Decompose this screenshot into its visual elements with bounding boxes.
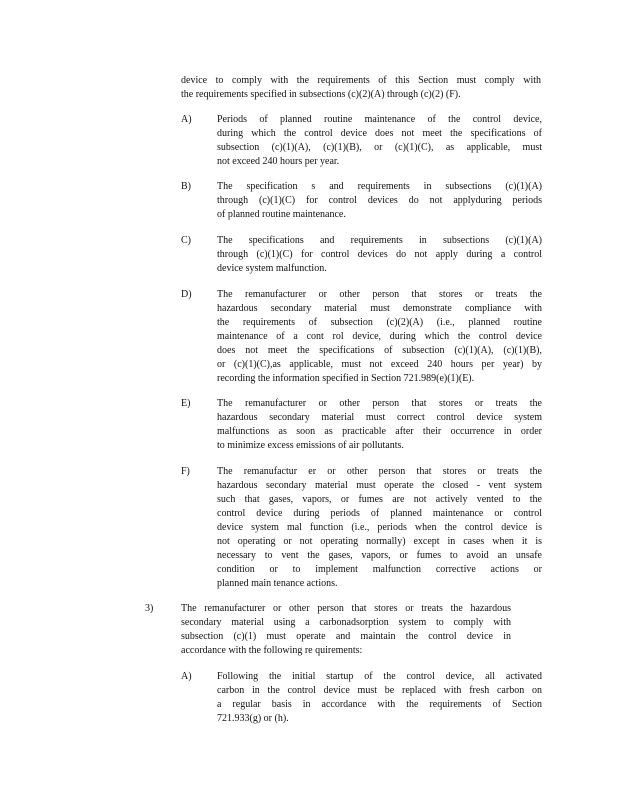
list-item-body bbox=[217, 397, 542, 453]
text-line: subsection (c)(1)(A), (c)(1)(B), or (c)(1)(C), as applicable, must bbox=[217, 142, 542, 153]
text-line: hazardous secondary material must correct control device system bbox=[217, 412, 542, 423]
list-marker: C) bbox=[181, 235, 191, 246]
list-marker: A) bbox=[181, 114, 192, 125]
text-line: 721.933(g) or (h). bbox=[217, 713, 289, 724]
list-item-e bbox=[181, 397, 581, 453]
text-line: control device during periods of planned maintenance or control bbox=[217, 508, 542, 519]
text-line: secondary material using a carbonadsorption system to comply with bbox=[181, 617, 511, 628]
text-line: not operating or not operating normally) except in cases when it is bbox=[217, 536, 542, 547]
text-line: Periods of planned routine maintenance of the control device, bbox=[217, 114, 542, 125]
text-line: The remanufacturer or other person that stores or treats the hazardous bbox=[181, 603, 511, 614]
text-line: a regular basis in accordance with the requirements of Section bbox=[217, 699, 542, 710]
intro-paragraph bbox=[181, 74, 541, 102]
list-item-body bbox=[217, 180, 542, 222]
list-marker: E) bbox=[181, 398, 191, 409]
list-item-f bbox=[181, 465, 581, 591]
text-line: device to comply with the requirements of this Section must comply with bbox=[181, 75, 541, 86]
list-item-body bbox=[217, 234, 542, 276]
text-line: hazardous secondary material must demonstrate compliance with bbox=[217, 303, 542, 314]
list-item-a bbox=[181, 113, 581, 169]
text-line: not exceed 240 hours per year. bbox=[217, 156, 340, 167]
text-line: malfunctions as soon as practicable after their occurrence in order bbox=[217, 426, 542, 437]
text-line: The remanufacturer or other person that stores or treats the bbox=[217, 398, 542, 409]
text-line: or (c)(1)(C),as applicable, must not exceed 240 hours per year) by bbox=[217, 359, 542, 370]
text-line: the requirements of subsection (c)(2)(A) (i.e., planned routine bbox=[217, 317, 542, 328]
text-line: The specification s and requirements in subsections (c)(1)(A) bbox=[217, 181, 542, 192]
text-line: The specifications and requirements in subsections (c)(1)(A) bbox=[217, 235, 542, 246]
text-line: Following the initial startup of the control device, all activated bbox=[217, 671, 542, 682]
list-item-c bbox=[181, 234, 581, 276]
list-marker: A) bbox=[181, 671, 192, 682]
list-marker: D) bbox=[181, 289, 192, 300]
text-line: through (c)(1)(C) for control devices do not apply during a control bbox=[217, 249, 542, 260]
text-line: accordance with the following re quirements: bbox=[181, 645, 363, 656]
text-line: through (c)(1)(C) for control devices do not applyduring periods bbox=[217, 195, 542, 206]
list-item-body bbox=[217, 465, 542, 591]
text-line: The remanufacturer or other person that stores or treats the bbox=[217, 289, 542, 300]
list-item-3a bbox=[181, 670, 581, 726]
text-line: necessary to vent the gases, vapors, or fumes to avoid an unsafe bbox=[217, 550, 542, 561]
list-marker: F) bbox=[181, 466, 190, 477]
list-item-body bbox=[217, 113, 542, 169]
list-marker: 3) bbox=[145, 603, 154, 614]
list-item-b bbox=[181, 180, 581, 222]
text-line: the requirements specified in subsections (c)(2)(A) through (c)(2) (F). bbox=[181, 89, 461, 100]
text-line: does not meet the specifications of subsection (c)(1)(A), (c)(1)(B), bbox=[217, 345, 542, 356]
text-line: maintenance of a cont rol device, during which the control device bbox=[217, 331, 542, 342]
list-item-d bbox=[181, 288, 581, 386]
text-line: of planned routine maintenance. bbox=[217, 209, 346, 220]
list-item-body bbox=[181, 602, 511, 658]
text-line: recording the information specified in Section 721.989(e)(1)(E). bbox=[217, 373, 475, 384]
text-line: The remanufactur er or other person that stores or treats the bbox=[217, 466, 542, 477]
text-line: subsection (c)(1) must operate and maintain the control device in bbox=[181, 631, 511, 642]
text-line: device system mal function (i.e., periods when the control device is bbox=[217, 522, 542, 533]
text-line: to minimize excess emissions of air pollutants. bbox=[217, 440, 404, 451]
text-line: carbon in the control device must be replaced with fresh carbon on bbox=[217, 685, 542, 696]
text-line: planned main tenance actions. bbox=[217, 578, 338, 589]
list-item-body bbox=[217, 288, 542, 386]
list-item-body bbox=[217, 670, 542, 726]
text-line: condition or to implement malfunction corrective actions or bbox=[217, 564, 542, 575]
text-line: hazardous secondary material must operate the closed - vent system bbox=[217, 480, 542, 491]
text-line: during which the control device does not meet the specifications of bbox=[217, 128, 542, 139]
list-marker: B) bbox=[181, 181, 191, 192]
list-item-3 bbox=[145, 602, 545, 658]
text-line: device system malfunction. bbox=[217, 263, 327, 274]
text-line: such that gases, vapors, or fumes are not actively vented to the bbox=[217, 494, 542, 505]
